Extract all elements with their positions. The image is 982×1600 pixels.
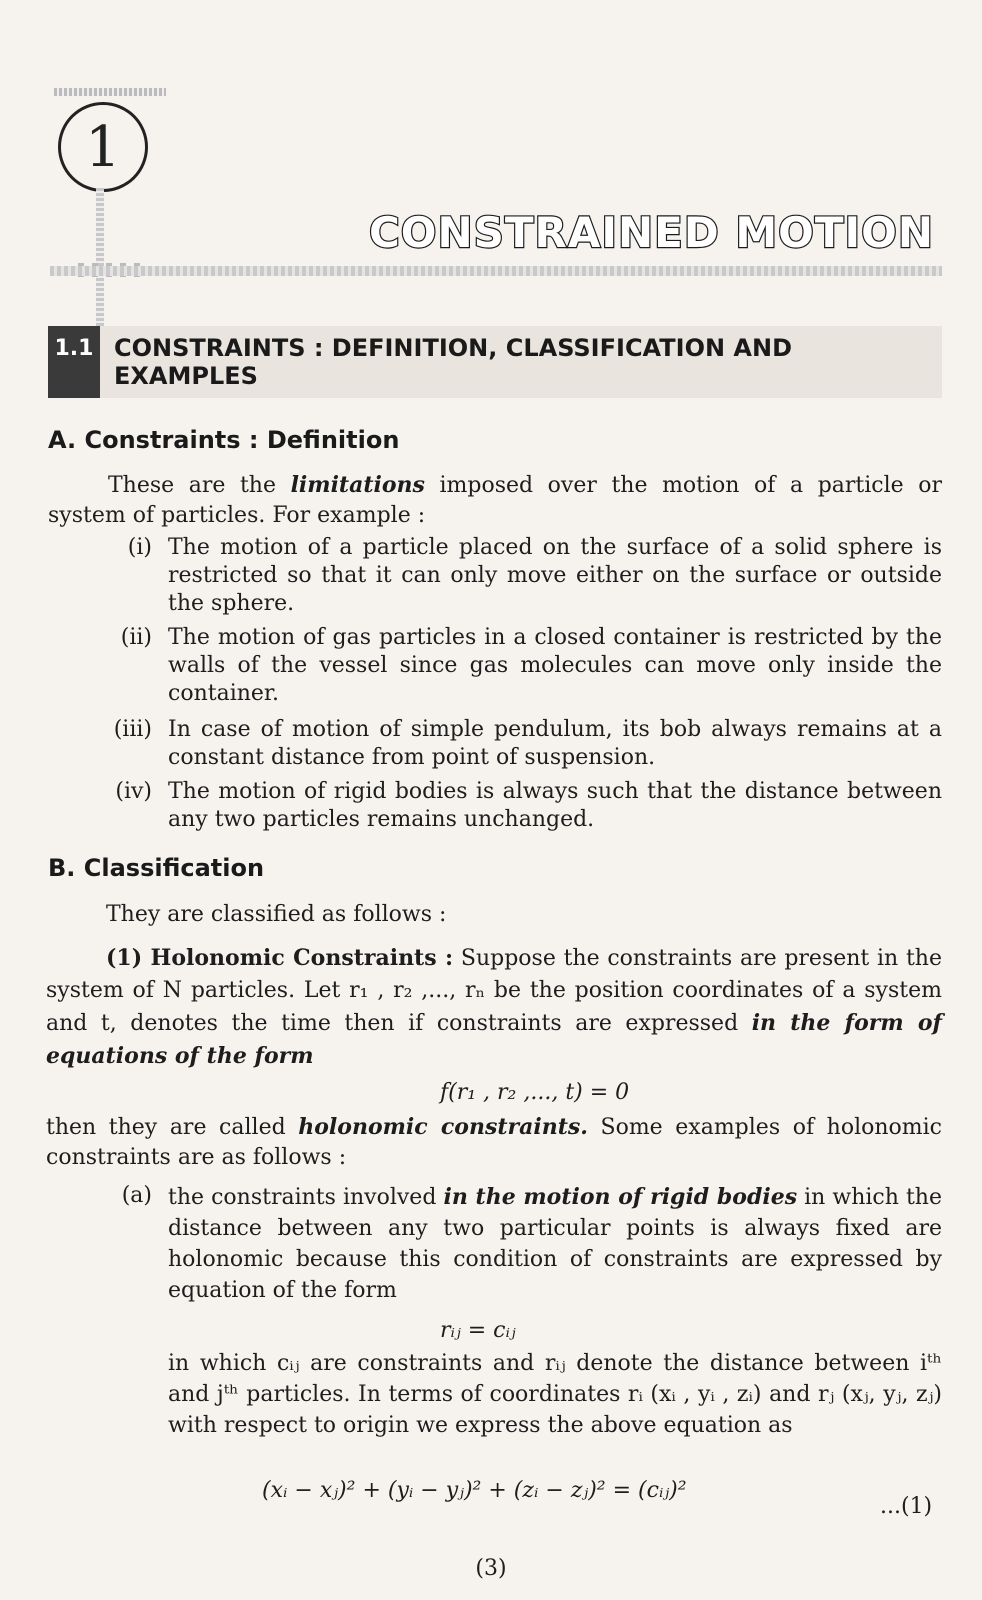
equation-1: (xᵢ − xⱼ)² + (yᵢ − yⱼ)² + (zᵢ − zⱼ)² = (cᵢⱼ)²	[262, 1478, 687, 1503]
list-item: In case of motion of simple pendulum, its bob always remains at a constant distance from point of suspension.	[168, 717, 942, 770]
list-item-number: (iv)	[115, 779, 152, 804]
list-item-number: (i)	[127, 535, 152, 560]
list-item: The motion of gas particles in a closed container is restricted by the walls of the vessel since gas molecules can move only inside the container.	[168, 625, 942, 706]
list-item: The motion of rigid bodies is always such that the distance between any two particles remains unchanged.	[168, 779, 942, 832]
explanation-paragraph: in which cᵢⱼ are constraints and rᵢⱼ denote the distance between iᵗʰ and jᵗʰ particles. In terms of coordinates rᵢ (xᵢ , yᵢ , zᵢ) and rⱼ (xⱼ, yⱼ, zⱼ) with respect to origin we express the above equation as	[168, 1351, 942, 1438]
classification-intro: They are classified as follows :	[106, 902, 447, 927]
badge-decoration-top	[54, 88, 166, 96]
holonomic-paragraph	[46, 942, 942, 1073]
section-title-line2: EXAMPLES	[114, 362, 258, 390]
item-a-text-post: in which the distance between any two particular points is always fixed are holonomic because this condition of constraints are expressed by equation of the form	[168, 1185, 942, 1303]
chapter-number: 1	[58, 102, 148, 192]
item-a-emphasis: in the motion of rigid bodies	[443, 1184, 798, 1210]
section-title-line1: CONSTRAINTS : DEFINITION, CLASSIFICATION AND	[114, 334, 792, 362]
title-rule	[50, 266, 942, 276]
list-item	[168, 1182, 942, 1306]
section-title	[114, 334, 874, 390]
definition-paragraph	[48, 470, 942, 531]
definition-text-pre: These are the	[108, 473, 291, 498]
list-item: The motion of a particle placed on the surface of a solid sphere is restricted so that it can only move either on the surface or outside the sphere.	[168, 535, 942, 616]
equation-holonomic-form: f(r₁ , r₂ ,..., t) = 0	[440, 1080, 630, 1105]
list-item-number: (iii)	[113, 717, 152, 742]
heading-classification: B. Classification	[48, 854, 265, 882]
chapter-badge	[52, 88, 172, 258]
page-number: (3)	[475, 1556, 507, 1581]
list-item-number: (a)	[121, 1183, 152, 1208]
holonomic-text: Suppose the constraints are present in the system of N particles. Let r₁ , r₂ ,..., rₙ be the position coordinates of a system and t, denotes the time then if constraints are expressed	[46, 946, 942, 1036]
holonomic-definition-emphasis: holonomic constraints.	[298, 1114, 588, 1140]
equation-distance-constant: rᵢⱼ = cᵢⱼ	[440, 1318, 516, 1343]
chapter-title: CONSTRAINED MOTION	[368, 208, 934, 257]
holonomic-emphasis: in the form of equations of the form	[46, 1010, 942, 1069]
section-banner	[48, 326, 942, 398]
section-number: 1.1	[48, 326, 100, 398]
equation-1-label: ...(1)	[880, 1494, 933, 1519]
definition-text-post: imposed over the motion of a particle or system of particles. For example :	[48, 473, 942, 528]
definition-emphasis: limitations	[290, 472, 425, 498]
list-item-number: (ii)	[120, 625, 152, 650]
holonomic-definition-pre: then they are called	[46, 1115, 299, 1140]
heading-constraints-definition: A. Constraints : Definition	[48, 426, 400, 454]
holonomic-label: (1) Holonomic Constraints :	[106, 945, 454, 971]
holonomic-definition-paragraph	[46, 1112, 942, 1173]
holonomic-definition-post: Some examples of holonomic constraints are as follows :	[46, 1115, 942, 1170]
item-a-text-pre: the constraints involved	[168, 1185, 444, 1210]
